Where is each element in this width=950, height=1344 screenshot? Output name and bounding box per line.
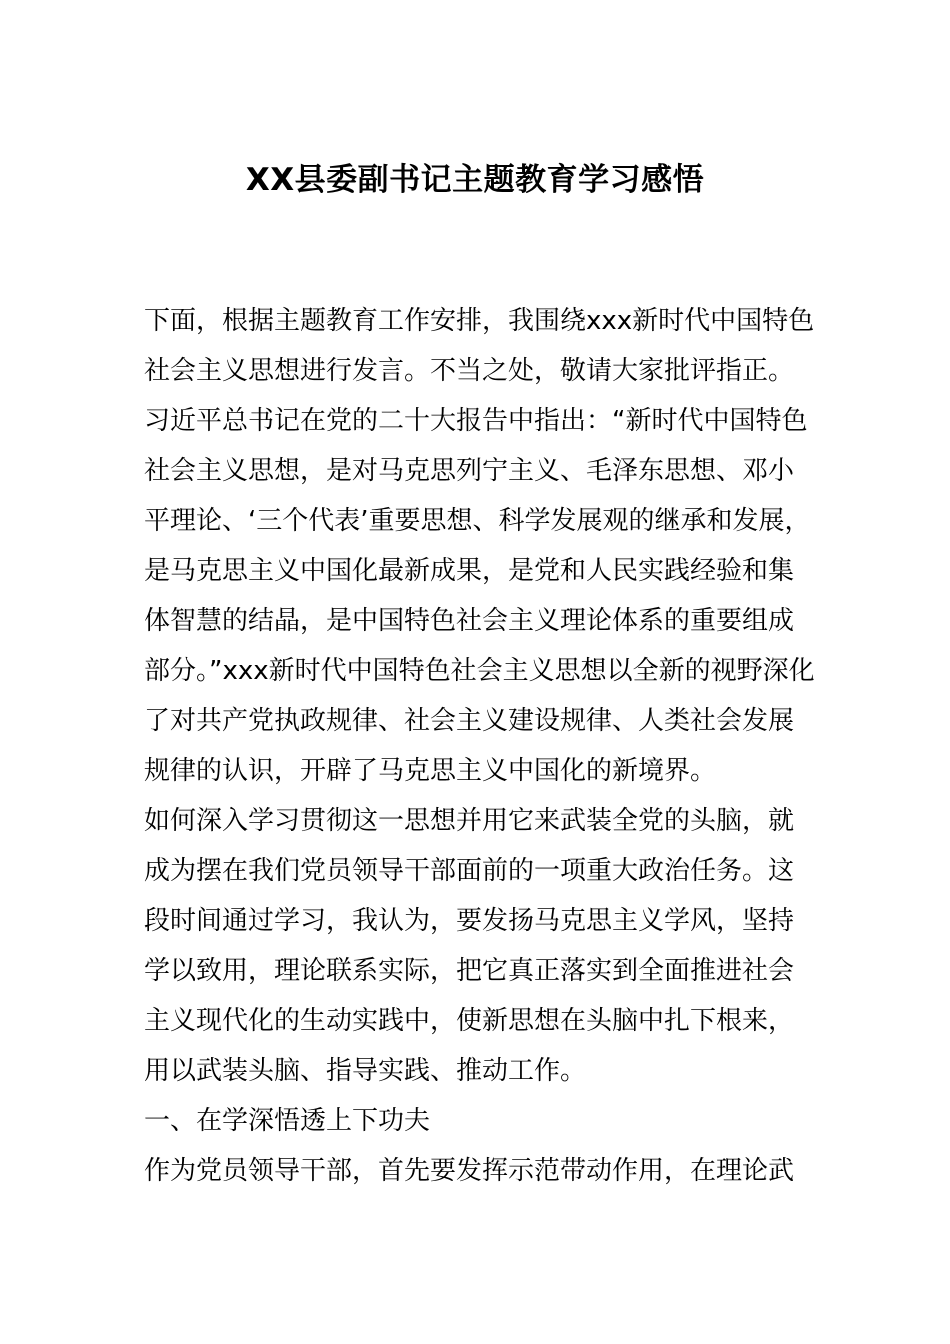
body-line-13: 段时间通过学习，我认为，要发扬马克思主义学风，坚持 xyxy=(144,906,795,936)
body-line-8: 部分。”xxx新时代中国特色社会主义思想以全新的视野深化 xyxy=(144,656,815,686)
body-line-18: 作为党员领导干部，首先要发挥示范带动作用，在理论武 xyxy=(144,1156,795,1186)
body-line-4: 社会主义思想，是对马克思列宁主义、毛泽东思想、邓小 xyxy=(144,456,795,486)
body-line-7: 体智慧的结晶，是中国特色社会主义理论体系的重要组成 xyxy=(144,606,795,636)
body-line-1: 下面，根据主题教育工作安排，我围绕xxx新时代中国特色 xyxy=(144,306,815,336)
body-line-5: 平理论、‘三个代表’重要思想、科学发展观的继承和发展， xyxy=(144,506,811,536)
document-title: XX县委副书记主题教育学习感悟 xyxy=(245,162,705,198)
body-line-9: 了对共产党执政规律、社会主义建设规律、人类社会发展 xyxy=(144,706,795,736)
body-line-10: 规律的认识，开辟了马克思主义中国化的新境界。 xyxy=(144,756,717,786)
section-heading-1: 一、在学深悟透上下功夫 xyxy=(144,1106,431,1136)
body-line-6: 是马克思主义中国化最新成果，是党和人民实践经验和集 xyxy=(144,556,795,586)
body-line-12: 成为摆在我们党员领导干部面前的一项重大政治任务。这 xyxy=(144,856,795,886)
body-line-15: 主义现代化的生动实践中，使新思想在头脑中扎下根来， xyxy=(144,1006,795,1036)
body-line-11: 如何深入学习贯彻这一思想并用它来武装全党的头脑，就 xyxy=(144,806,795,836)
body-line-3: 习近平总书记在党的二十大报告中指出：“新时代中国特色 xyxy=(144,406,808,436)
body-line-2: 社会主义思想进行发言。不当之处，敬请大家批评指正。 xyxy=(144,356,795,386)
body-line-16: 用以武装头脑、指导实践、推动工作。 xyxy=(144,1056,587,1086)
body-line-14: 学以致用，理论联系实际，把它真正落实到全面推进社会 xyxy=(144,956,795,986)
